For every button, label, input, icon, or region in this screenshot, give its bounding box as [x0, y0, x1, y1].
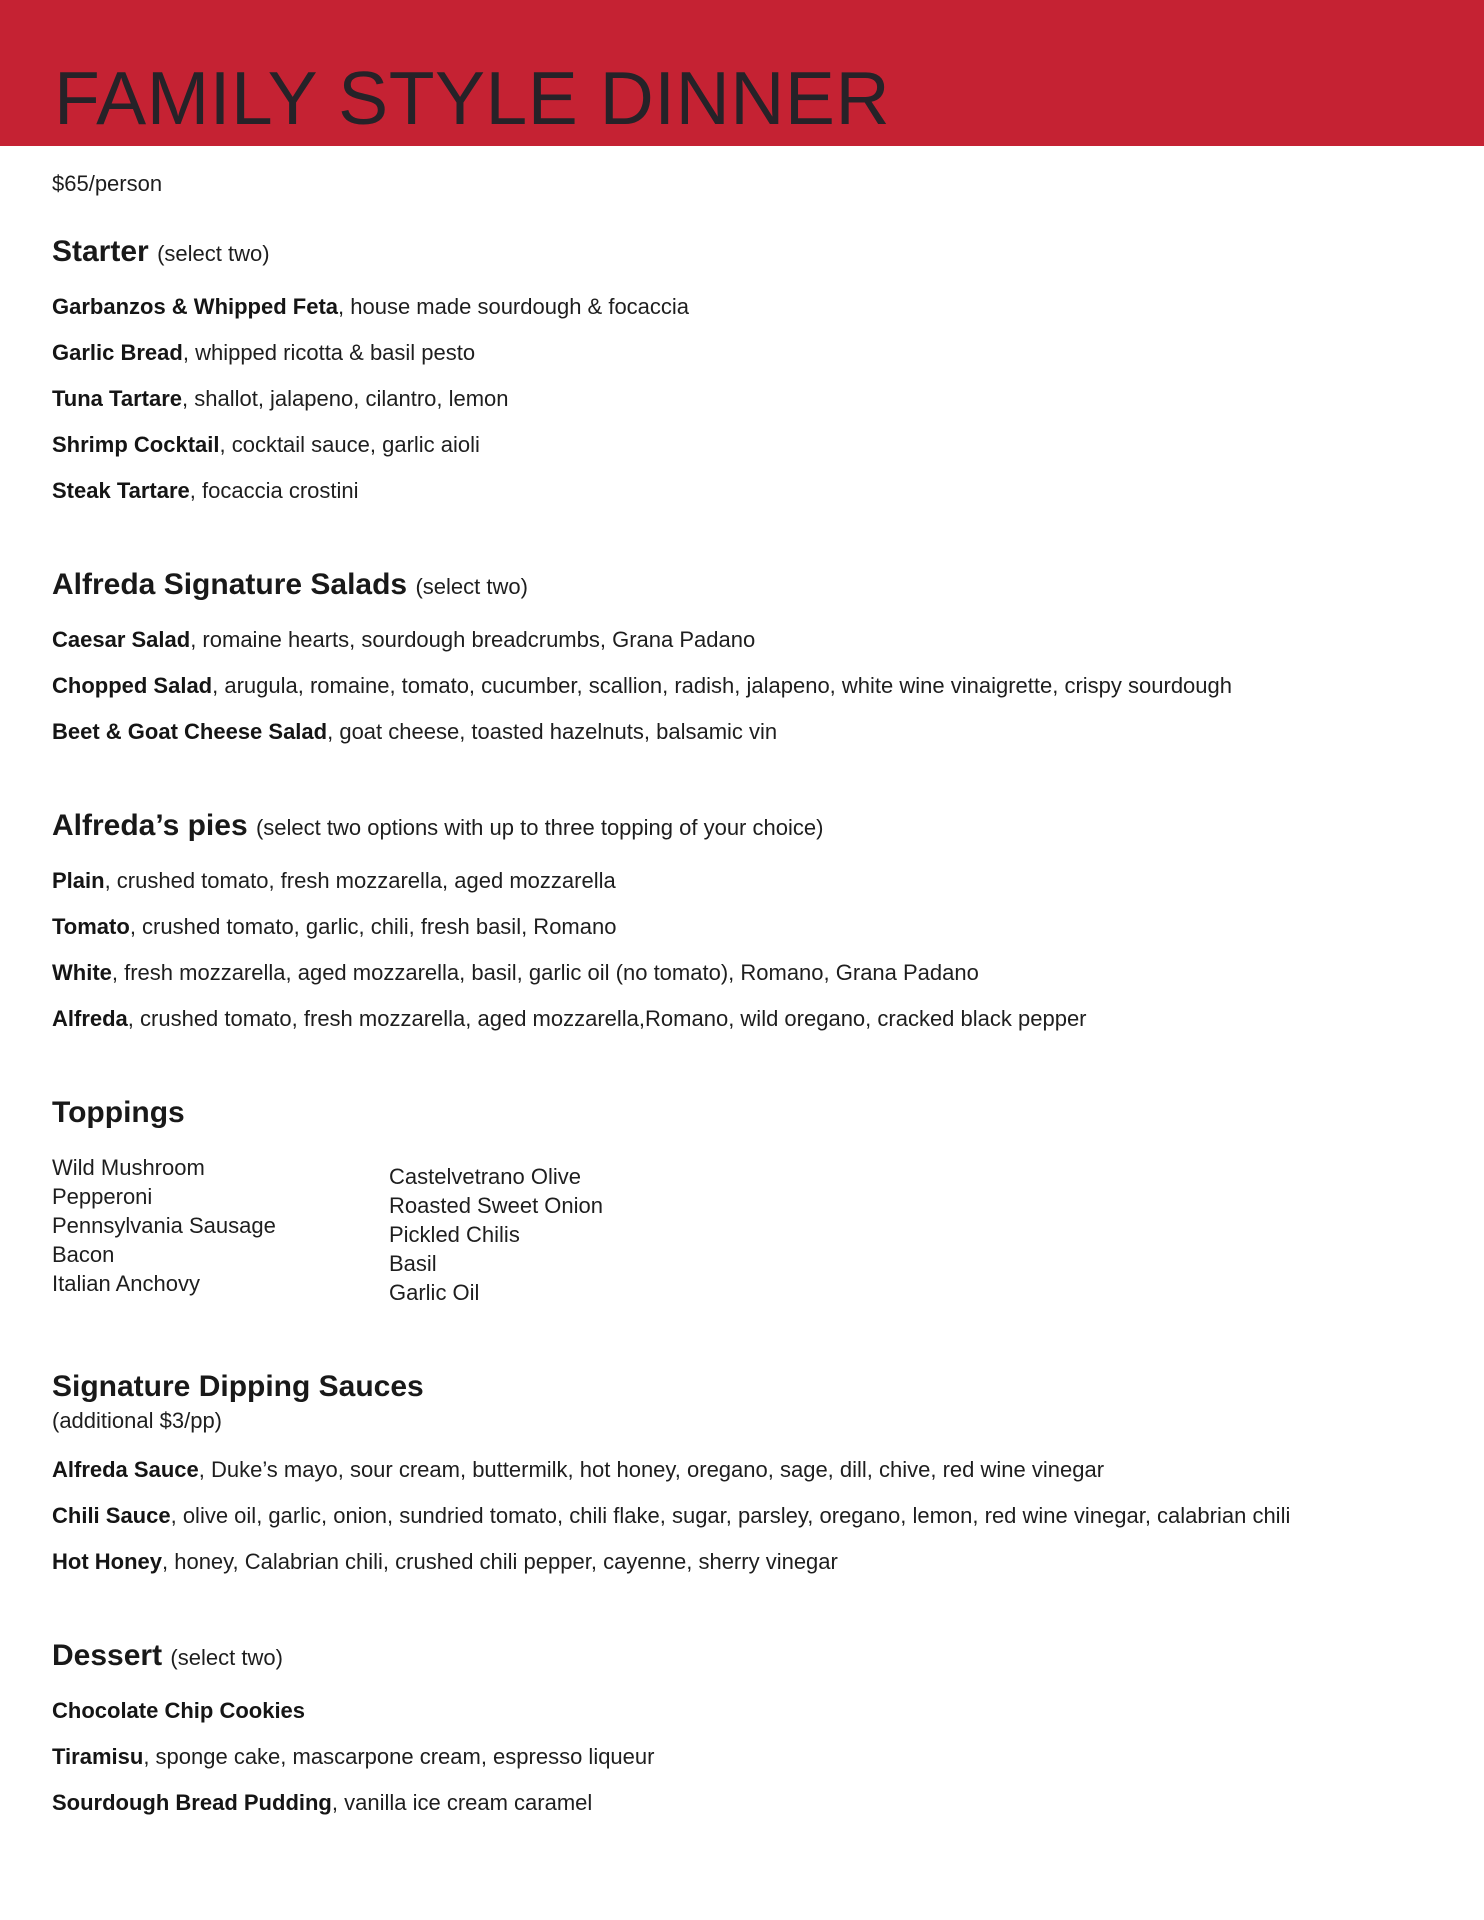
menu-item-name: Chili Sauce: [52, 1503, 171, 1528]
section-note: (select two options with up to three topping of your choice): [255, 815, 824, 840]
topping-item: Pennsylvania Sausage: [52, 1213, 276, 1238]
menu-item-name: Shrimp Cocktail: [52, 432, 220, 457]
section-heading-text: Dessert: [52, 1639, 163, 1672]
section-heading: [52, 1095, 1424, 1131]
menu-item-description: , sponge cake, mascarpone cream, espresso liqueur: [143, 1744, 655, 1769]
menu-item-name: Garlic Bread: [52, 340, 183, 365]
starter-items: [52, 292, 1424, 505]
sauce-items: [52, 1455, 1424, 1576]
topping-item: Bacon: [52, 1242, 115, 1267]
section-dessert: [52, 1638, 1424, 1817]
section-heading: [52, 1638, 1424, 1676]
menu-item-description: , Duke’s mayo, sour cream, buttermilk, hot honey, oregano, sage, dill, chive, red wine vinegar: [198, 1457, 1105, 1482]
menu-item-name: Tuna Tartare: [52, 386, 182, 411]
menu-item-name: Hot Honey: [52, 1549, 162, 1574]
menu-item-name: Chocolate Chip Cookies: [52, 1698, 306, 1723]
salad-items: [52, 625, 1424, 746]
banner: [0, 0, 1484, 146]
section-heading-text: Starter: [52, 235, 149, 268]
menu-item-name: Plain: [52, 868, 105, 893]
menu-item: [52, 1696, 1424, 1725]
section-note: (select two): [415, 574, 528, 599]
topping-item: Basil: [389, 1251, 437, 1276]
section-heading-text: Toppings: [52, 1096, 185, 1129]
section-heading: [52, 808, 1424, 846]
menu-item-description: , romaine hearts, sourdough breadcrumbs, Grana Padano: [190, 627, 756, 652]
menu-item-description: , shallot, jalapeno, cilantro, lemon: [182, 386, 509, 411]
section-toppings: [52, 1095, 1424, 1307]
menu-item: [52, 338, 1424, 367]
menu-item-name: Alfreda Sauce: [52, 1457, 199, 1482]
menu-item-description: , vanilla ice cream caramel: [331, 1790, 593, 1815]
toppings-column-left: [52, 1153, 389, 1307]
menu-item-description: , whipped ricotta & basil pesto: [182, 340, 476, 365]
menu-item-description: , crushed tomato, fresh mozzarella, aged mozzarella,Romano, wild oregano, cracked black pepper: [127, 1006, 1087, 1031]
menu-item-description: , olive oil, garlic, onion, sundried tomato, chili flake, sugar, parsley, oregano, lemon, red wine vinegar, calabrian chili: [170, 1503, 1291, 1528]
menu-item: [52, 476, 1424, 505]
menu-item-name: White: [52, 960, 112, 985]
section-heading-text: Alfreda’s pies: [52, 809, 248, 842]
section-heading-text: Alfreda Signature Salads: [52, 568, 408, 601]
menu-item-description: , house made sourdough & focaccia: [338, 294, 690, 319]
menu-item-name: Caesar Salad: [52, 627, 191, 652]
menu-item: [52, 912, 1424, 941]
section-starter: [52, 234, 1424, 505]
section-heading-text: Signature Dipping Sauces: [52, 1370, 424, 1403]
menu-item: [52, 384, 1424, 413]
menu-item-description: , focaccia crostini: [189, 478, 359, 503]
topping-item: Garlic Oil: [389, 1280, 480, 1305]
menu-item-description: , crushed tomato, fresh mozzarella, aged mozzarella: [104, 868, 616, 893]
pie-items: [52, 866, 1424, 1033]
menu-item-name: Beet & Goat Cheese Salad: [52, 719, 328, 744]
menu-item: [52, 958, 1424, 987]
section-heading: [52, 567, 1424, 605]
menu-item-description: , goat cheese, toasted hazelnuts, balsamic vin: [327, 719, 778, 744]
menu-item: [52, 866, 1424, 895]
section-dipping-sauces: [52, 1369, 1424, 1576]
section-note: (select two): [157, 241, 270, 266]
menu-item: [52, 717, 1424, 746]
menu-item-description: , honey, Calabrian chili, crushed chili pepper, cayenne, sherry vinegar: [162, 1549, 838, 1574]
section-salads: [52, 567, 1424, 746]
menu-item-description: , fresh mozzarella, aged mozzarella, basil, garlic oil (no tomato), Romano, Grana Padano: [111, 960, 979, 985]
menu-item-name: Alfreda: [52, 1006, 128, 1031]
page-title: FAMILY STYLE DINNER: [54, 56, 891, 140]
menu-item-name: Steak Tartare: [52, 478, 190, 503]
topping-item: Pepperoni: [52, 1184, 153, 1209]
menu-item: [52, 1547, 1424, 1576]
menu-item-description: , arugula, romaine, tomato, cucumber, scallion, radish, jalapeno, white wine vinaigrette, crispy sourdough: [212, 673, 1232, 698]
price-per-person: $65/person: [52, 171, 163, 196]
topping-item: Wild Mushroom: [52, 1155, 205, 1180]
topping-item: Castelvetrano Olive: [389, 1164, 581, 1189]
menu-item: [52, 1788, 1424, 1817]
menu-item: [52, 1455, 1424, 1484]
section-note: (additional $3/pp): [52, 1408, 223, 1433]
section-pies: [52, 808, 1424, 1033]
menu-item-description: , crushed tomato, garlic, chili, fresh basil, Romano: [129, 914, 617, 939]
menu-item: [52, 1742, 1424, 1771]
menu-item: [52, 625, 1424, 654]
dessert-items: [52, 1696, 1424, 1817]
section-heading: [52, 1369, 1424, 1405]
menu-content: [0, 146, 1484, 1817]
section-note: (select two): [170, 1645, 283, 1670]
topping-item: Roasted Sweet Onion: [389, 1193, 604, 1218]
toppings-columns: [52, 1153, 1424, 1307]
menu-item: [52, 292, 1424, 321]
menu-item-name: Sourdough Bread Pudding: [52, 1790, 332, 1815]
menu-item-description: , cocktail sauce, garlic aioli: [219, 432, 480, 457]
menu-item: [52, 671, 1424, 700]
menu-item-name: Garbanzos & Whipped Feta: [52, 294, 339, 319]
menu-item-name: Tomato: [52, 914, 130, 939]
menu-item: [52, 1501, 1424, 1530]
menu-item: [52, 1004, 1424, 1033]
menu-item: [52, 430, 1424, 459]
toppings-column-right: [389, 1162, 603, 1307]
topping-item: Pickled Chilis: [389, 1222, 520, 1247]
menu-item-name: Chopped Salad: [52, 673, 213, 698]
section-heading: [52, 234, 1424, 272]
menu-item-name: Tiramisu: [52, 1744, 144, 1769]
topping-item: Italian Anchovy: [52, 1271, 200, 1296]
